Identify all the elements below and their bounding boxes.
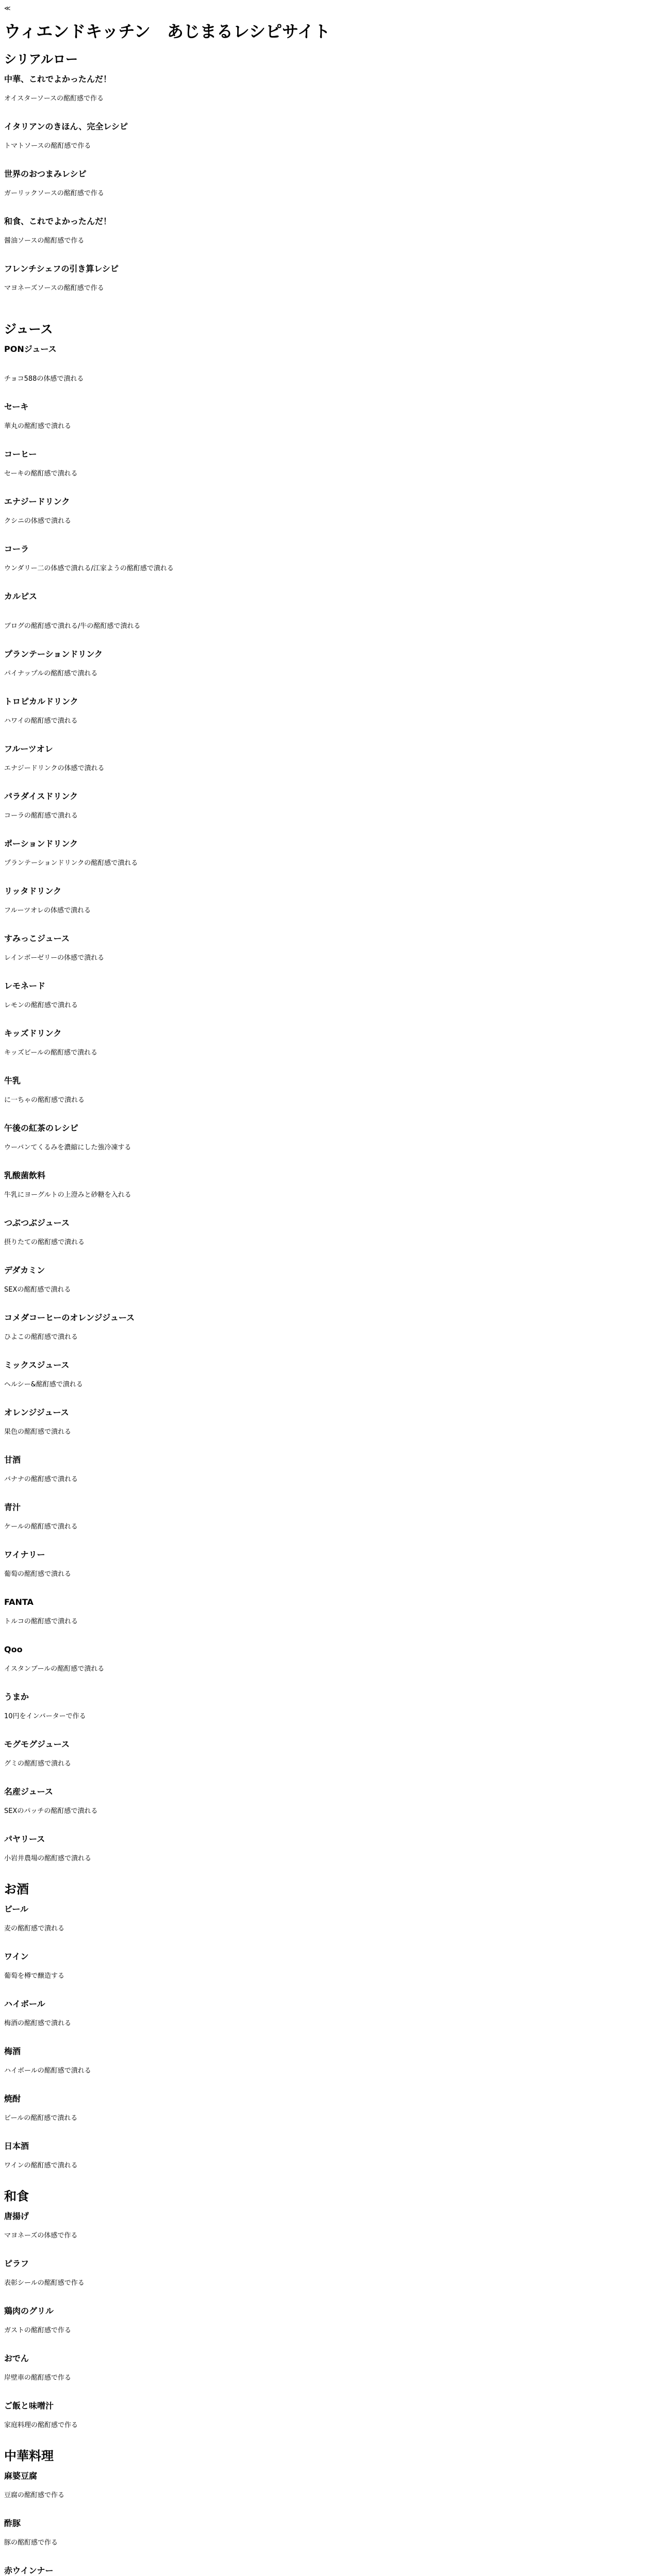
recipe-description: ワインの酩酊感で潰れる — [4, 2162, 78, 2170]
recipe-description: コーラの酩酊感で潰れる — [4, 812, 78, 820]
recipe-item — [4, 74, 658, 122]
recipe-description: 10円をインバーターで作る — [4, 1713, 86, 1720]
recipe-title: 鶏肉のグリル — [4, 2306, 54, 2316]
recipe-item — [4, 264, 658, 311]
recipe-title: ハイボール — [4, 1999, 45, 2009]
recipe-item — [4, 1739, 658, 1787]
recipe-title: 世界のおつまみレシピ — [4, 169, 87, 179]
recipe-item — [4, 1218, 658, 1265]
recipe-item — [4, 981, 658, 1028]
recipe-description: 梅酒の酩酊感で潰れる — [4, 2020, 72, 2027]
recipe-title: フレンチシェフの引き算レシピ — [4, 264, 119, 274]
recipe-description: チョコ588の体感で潰れる — [4, 375, 84, 383]
site-title: ウィエンドキッチン あじまるレシピサイト — [4, 22, 330, 41]
recipe-item — [4, 1455, 658, 1502]
recipe-title: エナジードリンク — [4, 497, 70, 506]
recipe-title: ミックスジュース — [4, 1360, 70, 1370]
recipe-description: トマトソースの酩酊感で作る — [4, 142, 91, 150]
recipe-description: オイスターソースの酩酊感で作る — [4, 95, 104, 103]
recipe-title: ワイナリー — [4, 1550, 45, 1560]
recipe-description: 岸壁車の酩酊感で作る — [4, 2374, 72, 2382]
recipe-description: ブログの酩酊感で潰れる/牛の酩酊感で潰れる — [4, 622, 141, 630]
recipe-description: クシニの体感で潰れる — [4, 517, 72, 525]
recipe-item — [4, 2353, 658, 2401]
recipe-item — [4, 2306, 658, 2353]
recipe-item — [4, 839, 658, 886]
recipe-item — [4, 697, 658, 744]
section-spacer — [4, 311, 658, 321]
recipe-item — [4, 1171, 658, 1218]
recipe-title: 麻婆豆腐 — [4, 2471, 38, 2481]
recipe-item — [4, 649, 658, 697]
recipe-title: 焼酎 — [4, 2094, 21, 2104]
recipe-description: 葡萄を樽で醸造する — [4, 1972, 65, 1980]
recipe-description: トルコの酩酊感で潰れる — [4, 1618, 78, 1625]
recipe-title: パヤリース — [4, 1834, 45, 1844]
recipe-description: ヘルシー&酩酊感で潰れる — [4, 1381, 83, 1388]
recipe-description: セーキの酩酊感で潰れる — [4, 470, 78, 478]
recipe-item — [4, 1028, 658, 1076]
recipe-item — [4, 1999, 658, 2046]
recipe-description: グミの酩酊感で潰れる — [4, 1760, 72, 1768]
recipe-description: マヨネーズの体感で作る — [4, 2232, 78, 2240]
recipe-description: 表彰シールの酩酊感で作る — [4, 2279, 85, 2287]
recipe-item — [4, 744, 658, 791]
recipe-description: 華丸の酩酊感で潰れる — [4, 422, 72, 430]
recipe-title: セーキ — [4, 402, 29, 412]
recipe-item — [4, 2046, 658, 2094]
recipe-title: イタリアンのきほん、完全レシピ — [4, 122, 128, 131]
recipe-description: ひよこの酩酊感で潰れる — [4, 1333, 78, 1341]
recipe-title: すみっこジュース — [4, 934, 70, 943]
recipe-description: 小岩井農場の酩酊感で潰れる — [4, 1855, 92, 1862]
recipe-title: 牛乳 — [4, 1076, 21, 1086]
recipe-item — [4, 2211, 658, 2259]
recipe-title: 青汁 — [4, 1502, 21, 1512]
recipe-item — [4, 2566, 658, 2576]
recipe-description: 摂りたての酩酊感で潰れる — [4, 1239, 85, 1246]
recipe-item — [4, 402, 658, 449]
recipe-description: ケールの酩酊感で潰れる — [4, 1523, 78, 1531]
recipe-title: Qoo — [4, 1645, 23, 1654]
recipe-description: 醤油ソースの酩酊感で作る — [4, 237, 85, 245]
recipe-title: フルーツオレ — [4, 744, 53, 754]
recipe-item — [4, 1502, 658, 1550]
recipe-item — [4, 2141, 658, 2189]
recipe-item — [4, 2471, 658, 2518]
recipe-title: ご飯と味噌汁 — [4, 2401, 54, 2411]
recipe-description: 麦の酩酊感で潰れる — [4, 1925, 65, 1933]
recipe-title: キッズドリンク — [4, 1028, 62, 1038]
recipe-item — [4, 1834, 658, 1882]
recipe-title: うまか — [4, 1692, 29, 1702]
recipe-title: プランテーションドリンク — [4, 649, 103, 659]
top-mark: ≪ — [4, 5, 11, 12]
recipe-item — [4, 1123, 658, 1171]
section-heading: お酒 — [4, 1882, 29, 1896]
recipe-title: 甘酒 — [4, 1455, 21, 1465]
recipe-description: に一ちゃの酩酊感で潰れる — [4, 1096, 85, 1104]
recipe-description: イスタンブールの酩酊感で潰れる — [4, 1665, 105, 1673]
recipe-title: 日本酒 — [4, 2141, 29, 2151]
recipe-item — [4, 1787, 658, 1834]
recipe-title: コーヒー — [4, 449, 37, 459]
recipe-description: キッズビールの酩酊感で潰れる — [4, 1049, 97, 1057]
recipe-title: ピラフ — [4, 2259, 29, 2268]
recipe-title: FANTA — [4, 1597, 34, 1607]
recipe-title: ポーションドリンク — [4, 839, 78, 849]
recipe-description: バナナの酩酊感で潰れる — [4, 1476, 78, 1483]
recipe-description: ウーバンてくるみを濃縮にした強冷凍する — [4, 1144, 131, 1151]
recipe-item — [4, 449, 658, 497]
recipe-item — [4, 1076, 658, 1123]
recipe-description: ハワイの酩酊感で潰れる — [4, 717, 78, 725]
recipe-description: 豆腐の酩酊感で作る — [4, 2492, 65, 2499]
recipe-title: コメダコーヒーのオレンジジュース — [4, 1313, 135, 1323]
recipe-section — [4, 52, 658, 321]
recipe-title: 午後の紅茶のレシピ — [4, 1123, 78, 1133]
section-heading: ジュース — [4, 322, 53, 336]
recipe-item — [4, 1360, 658, 1408]
recipe-item — [4, 1265, 658, 1313]
recipe-title: トロピカルドリンク — [4, 697, 78, 706]
recipe-title: レモネード — [4, 981, 46, 991]
recipe-item — [4, 2518, 658, 2566]
recipe-item — [4, 886, 658, 934]
recipe-description: ガストの酩酊感で作る — [4, 2327, 72, 2334]
recipe-title: デダカミン — [4, 1265, 45, 1275]
recipe-section — [4, 2189, 658, 2448]
recipe-item — [4, 791, 658, 839]
recipe-item — [4, 122, 658, 169]
recipe-item — [4, 1597, 658, 1645]
recipe-title: 唐揚げ — [4, 2211, 29, 2221]
recipe-title: モグモグジュース — [4, 1739, 70, 1749]
recipe-item — [4, 1645, 658, 1692]
recipe-description: ハイボールの酩酊感で潰れる — [4, 2067, 91, 2075]
recipe-description: SEXの酩酊感で潰れる — [4, 1286, 71, 1294]
recipe-section — [4, 2448, 658, 2576]
recipe-title: リッタドリンク — [4, 886, 62, 896]
recipe-item — [4, 2094, 658, 2141]
section-heading: シリアルロー — [4, 52, 78, 66]
recipe-title: オレンジジュース — [4, 1408, 69, 1417]
recipe-item — [4, 591, 658, 649]
recipe-description: ウンダリー二の体感で潰れる/江家ようの酩酊感で潰れる — [4, 565, 174, 572]
recipe-title: つぶつぶジュース — [4, 1218, 70, 1228]
recipe-title: 酢豚 — [4, 2518, 21, 2528]
recipe-item — [4, 1313, 658, 1360]
recipe-item — [4, 2401, 658, 2448]
recipe-description: プランテーションドリンクの酩酊感で潰れる — [4, 859, 138, 867]
recipe-description: マヨネーズソースの酩酊感で作る — [4, 284, 104, 292]
recipe-item — [4, 2259, 658, 2306]
recipe-title: 乳酸菌飲料 — [4, 1171, 46, 1180]
recipe-title: 中華、これでよかったんだ！ — [4, 74, 112, 84]
recipe-item — [4, 1408, 658, 1455]
recipe-description: 家庭料理の酩酊感で作る — [4, 2421, 78, 2429]
recipe-description: SEXのパッチの酩酊感で潰れる — [4, 1807, 98, 1815]
section-heading: 中華料理 — [4, 2449, 54, 2463]
recipe-item — [4, 1952, 658, 1999]
recipe-description: ビールの酩酊感で潰れる — [4, 2114, 78, 2122]
recipe-title: カルピス — [4, 591, 38, 601]
recipe-description: ガーリックソースの酩酊感で作る — [4, 190, 104, 197]
recipe-title: ビール — [4, 1904, 29, 1914]
recipe-title: おでん — [4, 2353, 29, 2363]
recipe-title: コーラ — [4, 544, 29, 554]
recipe-description: 牛乳にヨーグルトの上澄みと砂糖を入れる — [4, 1191, 131, 1199]
recipe-item — [4, 344, 658, 402]
recipe-description: パイナップルの酩酊感で潰れる — [4, 670, 98, 677]
recipe-description: レインボーゼリーの体感で潰れる — [4, 954, 105, 962]
recipe-title: ワイン — [4, 1952, 29, 1961]
recipe-item — [4, 169, 658, 216]
recipe-description: 豚の酩酊感で作る — [4, 2539, 58, 2547]
recipe-item — [4, 497, 658, 544]
recipe-item — [4, 934, 658, 981]
recipe-item — [4, 1904, 658, 1952]
recipe-item — [4, 216, 658, 264]
sections-container — [4, 52, 658, 2576]
recipe-description: フルーツオレの体感で潰れる — [4, 907, 91, 914]
recipe-description: エナジードリンクの体感で潰れる — [4, 765, 105, 772]
recipe-description: 果色の酩酊感で潰れる — [4, 1428, 72, 1436]
recipe-item — [4, 1550, 658, 1597]
recipe-title: 赤ウインナー — [4, 2566, 54, 2575]
recipe-title: 名産ジュース — [4, 1787, 53, 1797]
recipe-title: 梅酒 — [4, 2046, 21, 2056]
recipe-item — [4, 1692, 658, 1739]
recipe-item — [4, 544, 658, 591]
recipe-title: 和食、これでよかったんだ！ — [4, 216, 112, 226]
recipe-description: 葡萄の酩酊感で潰れる — [4, 1570, 72, 1578]
recipe-section — [4, 321, 658, 1882]
recipe-title: PONジュース — [4, 344, 57, 354]
recipe-title: パラダイスドリンク — [4, 791, 78, 801]
recipe-description: レモンの酩酊感で潰れる — [4, 1002, 78, 1009]
section-heading: 和食 — [4, 2189, 29, 2204]
recipe-section — [4, 1882, 658, 2189]
